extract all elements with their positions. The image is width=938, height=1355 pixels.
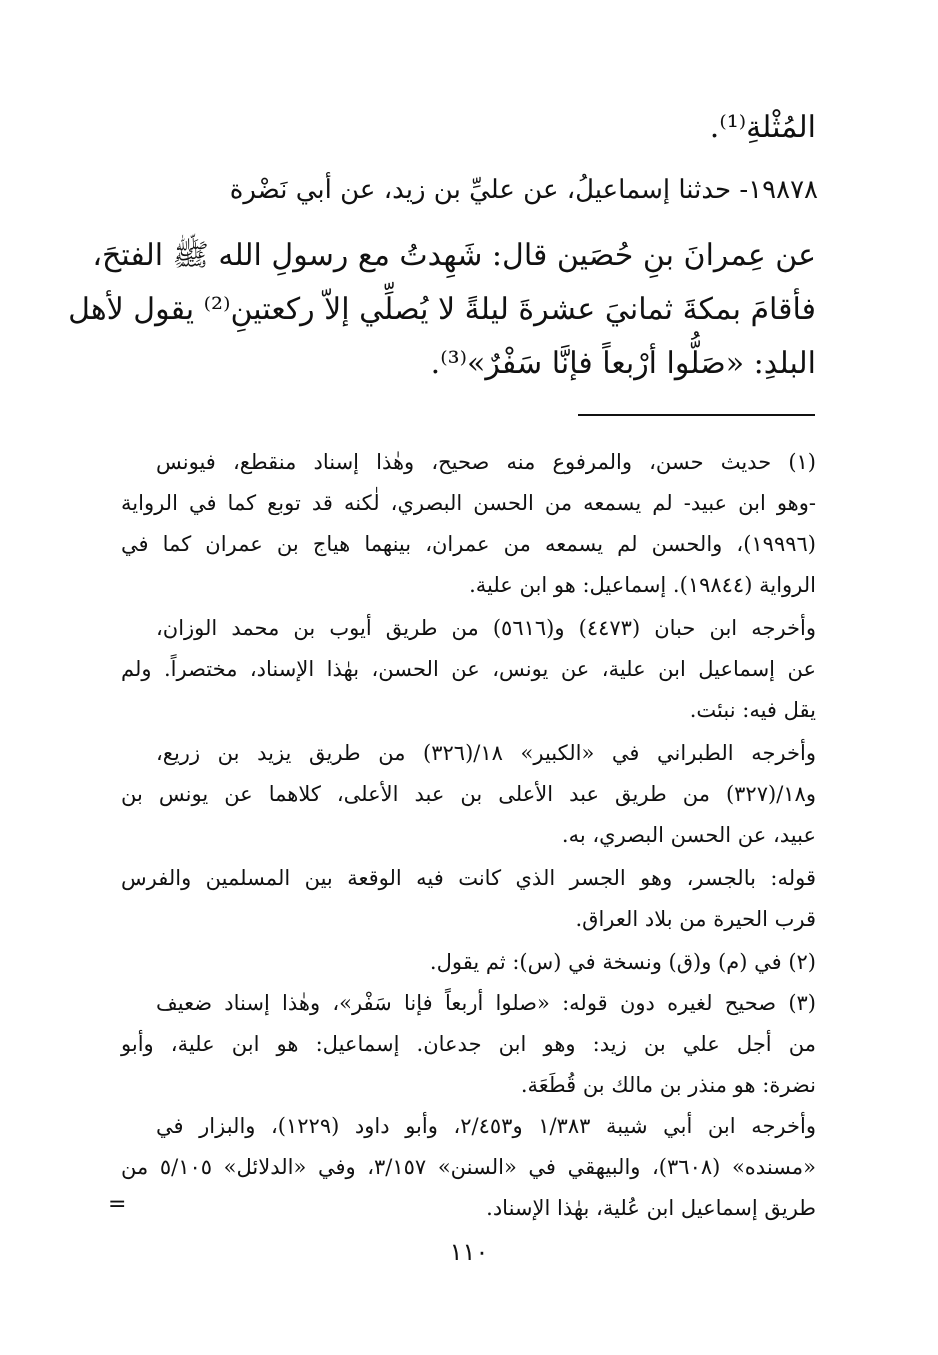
hadith-matn-line-3: البلدِ: «صَلُّوا أرْبعاً فإنَّا سَفْرٌ»⁽³⁾.	[430, 346, 816, 381]
footnote-line: يقل فيه: نبئت.	[689, 698, 816, 722]
footnote-line: (٢) في (م) و(ق) ونسخة في (س): ثم يقول.	[429, 950, 816, 974]
footnote-line: الرواية (١٩٨٤٤). إسماعيل: هو ابن علية.	[469, 573, 816, 597]
footnote-line: طريق إسماعيل ابن عُلية، بهٰذا الإسناد.	[486, 1196, 816, 1220]
footnote-line: «مسنده» (٣٦٠٨)، والبيهقي في «السنن» ٣/١٥٧، وفي «الدلائل» ٥/١٠٥ من	[121, 1155, 816, 1179]
footnote-separator	[578, 414, 815, 416]
footnote-line: عبيد، عن الحسن البصري، به.	[561, 823, 816, 847]
footnote-line: و١٨/(٣٢٧) من طريق عبد الأعلى بن عبد الأعلى، كلاهما عن يونس بن	[121, 782, 816, 806]
hadith-isnad: ١٩٨٧٨- حدثنا إسماعيلُ، عن عليِّ بن زيد، عن أبي نَضْرة	[229, 175, 818, 205]
page-number: ١١٠	[449, 1238, 489, 1266]
footnote-line: عن إسماعيل ابن علية، عن يونس، عن الحسن، بهٰذا الإسناد، مختصراً. ولم	[121, 657, 816, 681]
footnote-line: وأخرجه ابن أبي شيبة ١/٣٨٣ و٢/٤٥٣، وأبو داود (١٢٢٩)، والبزار في	[156, 1114, 816, 1138]
footnote-line: (٣) صحيح لغيره دون قوله: «صلوا أربعاً فإنا سَفْر»، وهٰذا إسناد ضعيف	[156, 991, 816, 1015]
footnote-line: نضرة: هو منذر بن مالك بن قُطَعَة.	[520, 1073, 816, 1097]
footnote-line: من أجل علي بن زيد: وهو ابن جدعان. إسماعيل: هو ابن علية، وأبو	[121, 1032, 816, 1056]
footnote-line: (١٩٩٩٦)، والحسن لم يسمعه من عمران، بينهما هياج بن عمران كما في	[121, 532, 816, 556]
continuation-mark: =	[108, 1192, 127, 1217]
footnote-line: (١) حديث حسن، والمرفوع منه صحيح، وهٰذا إسناد منقطع، فيونس	[156, 450, 816, 474]
footnote-line: -وهو ابن عبيد- لم يسمعه من الحسن البصري، لٰكنه قد توبع كما في الرواية	[121, 491, 816, 515]
hadith-matn-line-1: عن عِمرانَ بنِ حُصَين قال: شَهِدتُ مع رسولِ الله ﷺ الفتحَ،	[92, 238, 816, 273]
footnote-line: وأخرجه الطبراني في «الكبير» ١٨/(٣٢٦) من طريق يزيد بن زريع،	[156, 741, 816, 765]
top-continuation: المُثْلةِ⁽¹⁾.	[709, 110, 816, 145]
footnote-line: وأخرجه ابن حبان (٤٤٧٣) و(٥٦١٦) من طريق أيوب بن محمد الوزان،	[156, 616, 817, 640]
footnote-line: قوله: بالجسر، وهو الجسر الذي كانت فيه الوقعة بين المسلمين والفرس	[121, 866, 816, 890]
footnote-line: قرب الحيرة من بلاد العراق.	[575, 907, 816, 931]
hadith-matn-line-2: فأقامَ بمكةَ ثمانيَ عشرةَ ليلةً لا يُصلِّي إلاّ ركعتينِ⁽²⁾ يقول لأهل	[68, 292, 816, 327]
